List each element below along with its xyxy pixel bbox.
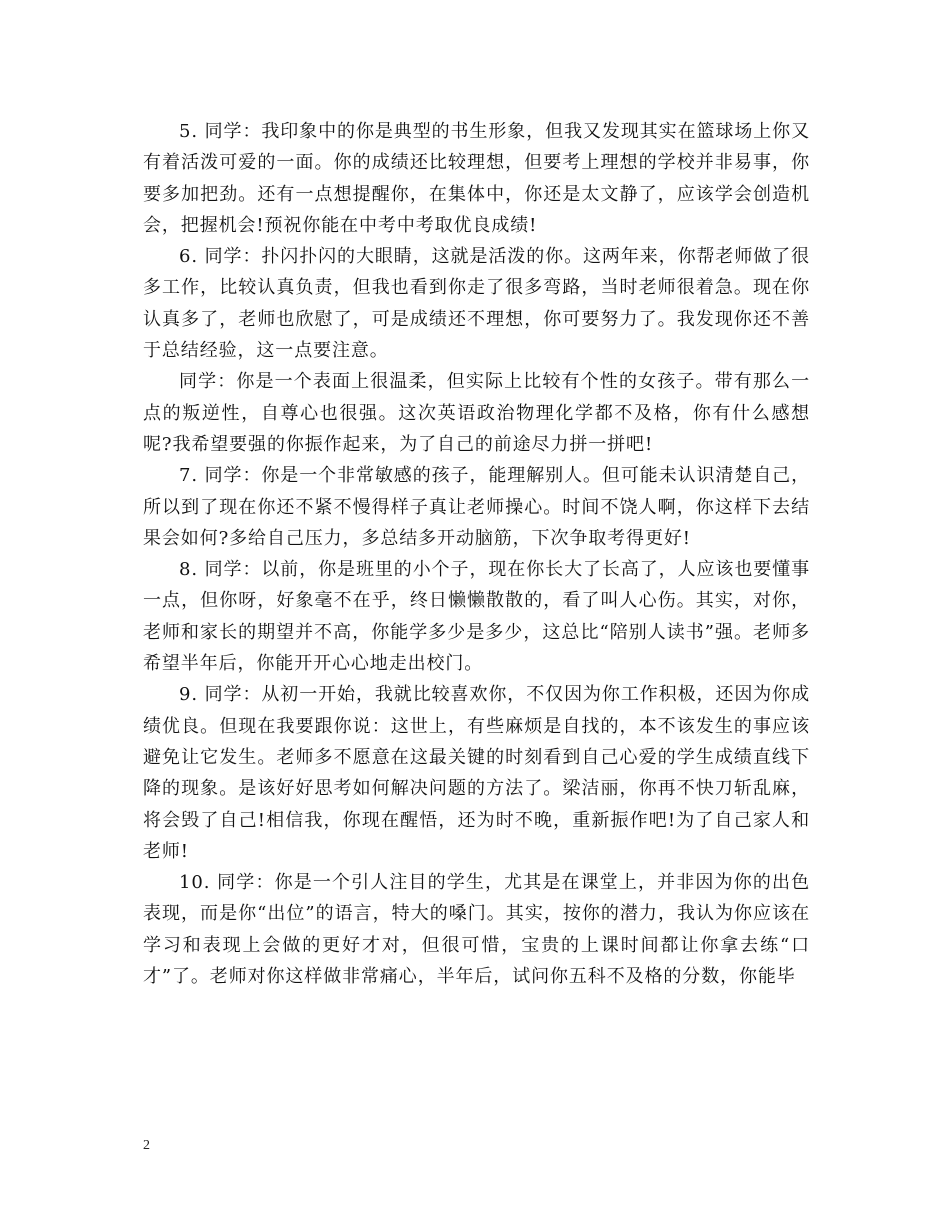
paragraph-student-6: 6. 同学：扑闪扑闪的大眼睛，这就是活泼的你。这两年来，你帮老师做了很多工作，比较认真负责，但我也看到你走了很多弯路，当时老师很着急。现在你认真多了，老师也欣慰了，可是成绩还不理想，你可要努力了。我发现你还不善于总结经验，这一点要注意。 (143, 246, 810, 362)
paragraph-student-8: 8. 同学：以前，你是班里的小个子，现在你长大了长高了，人应该也要懂事一点，但你呀，好象毫不在乎，终日懒懒散散的，看了叫人心伤。其实，对你，老师和家长的期望并不高，你能学多少是多少，这总比“陪别人读书”强。老师多希望半年后，你能开开心心地走出校门。 (143, 559, 810, 675)
paragraph-student-10: 10. 同学：你是一个引人注目的学生，尤其是在课堂上，并非因为你的出色表现，而是你“出位”的语言，特大的嗓门。其实，按你的潜力，我认为你应该在学习和表现上会做的更好才对，但很可惜，宝贵的上课时间都让你拿去练“口才”了。老师对你这样做非常痛心，半年后，试问你五科不及格的分数，你能毕 (143, 872, 810, 988)
page-number: 2 (143, 1138, 150, 1153)
paragraph-student-5: 5. 同学：我印象中的你是典型的书生形象，但我又发现其实在篮球场上你又有着活泼可爱的一面。你的成绩还比较理想，但要考上理想的学校并非易事，你要多加把劲。还有一点想提醒你，在集体中，你还是太文静了，应该学会创造机会，把握机会!预祝你能在中考中考取优良成绩! (143, 121, 810, 236)
paragraph-student-7: 7. 同学：你是一个非常敏感的孩子，能理解别人。但可能未认识清楚自己，所以到了现在你还不紧不慢得样子真让老师操心。时间不饶人啊，你这样下去结果会如何?多给自己压力，多总结多开动脑筋，下次争取考得更好! (143, 465, 810, 549)
paragraph-student-9: 9. 同学：从初一开始，我就比较喜欢你，不仅因为你工作积极，还因为你成绩优良。但现在我要跟你说：这世上，有些麻烦是自找的，本不该发生的事应该避免让它发生。老师多不愿意在这最关键的时刻看到自己心爱的学生成绩直线下降的现象。是该好好思考如何解决问题的方法了。梁洁丽，你再不快刀斩乱麻，将会毁了自己!相信我，你现在醒悟，还为时不晚，重新振作吧!为了自己家人和老师! (143, 684, 810, 862)
body-text (143, 116, 810, 992)
paragraph-student-unnumbered: 同学：你是一个表面上很温柔，但实际上比较有个性的女孩子。带有那么一点的叛逆性，自尊心也很强。这次英语政治物理化学都不及格，你有什么感想呢?我希望要强的你振作起来，为了自己的前途尽力拼一拼吧! (143, 371, 810, 455)
